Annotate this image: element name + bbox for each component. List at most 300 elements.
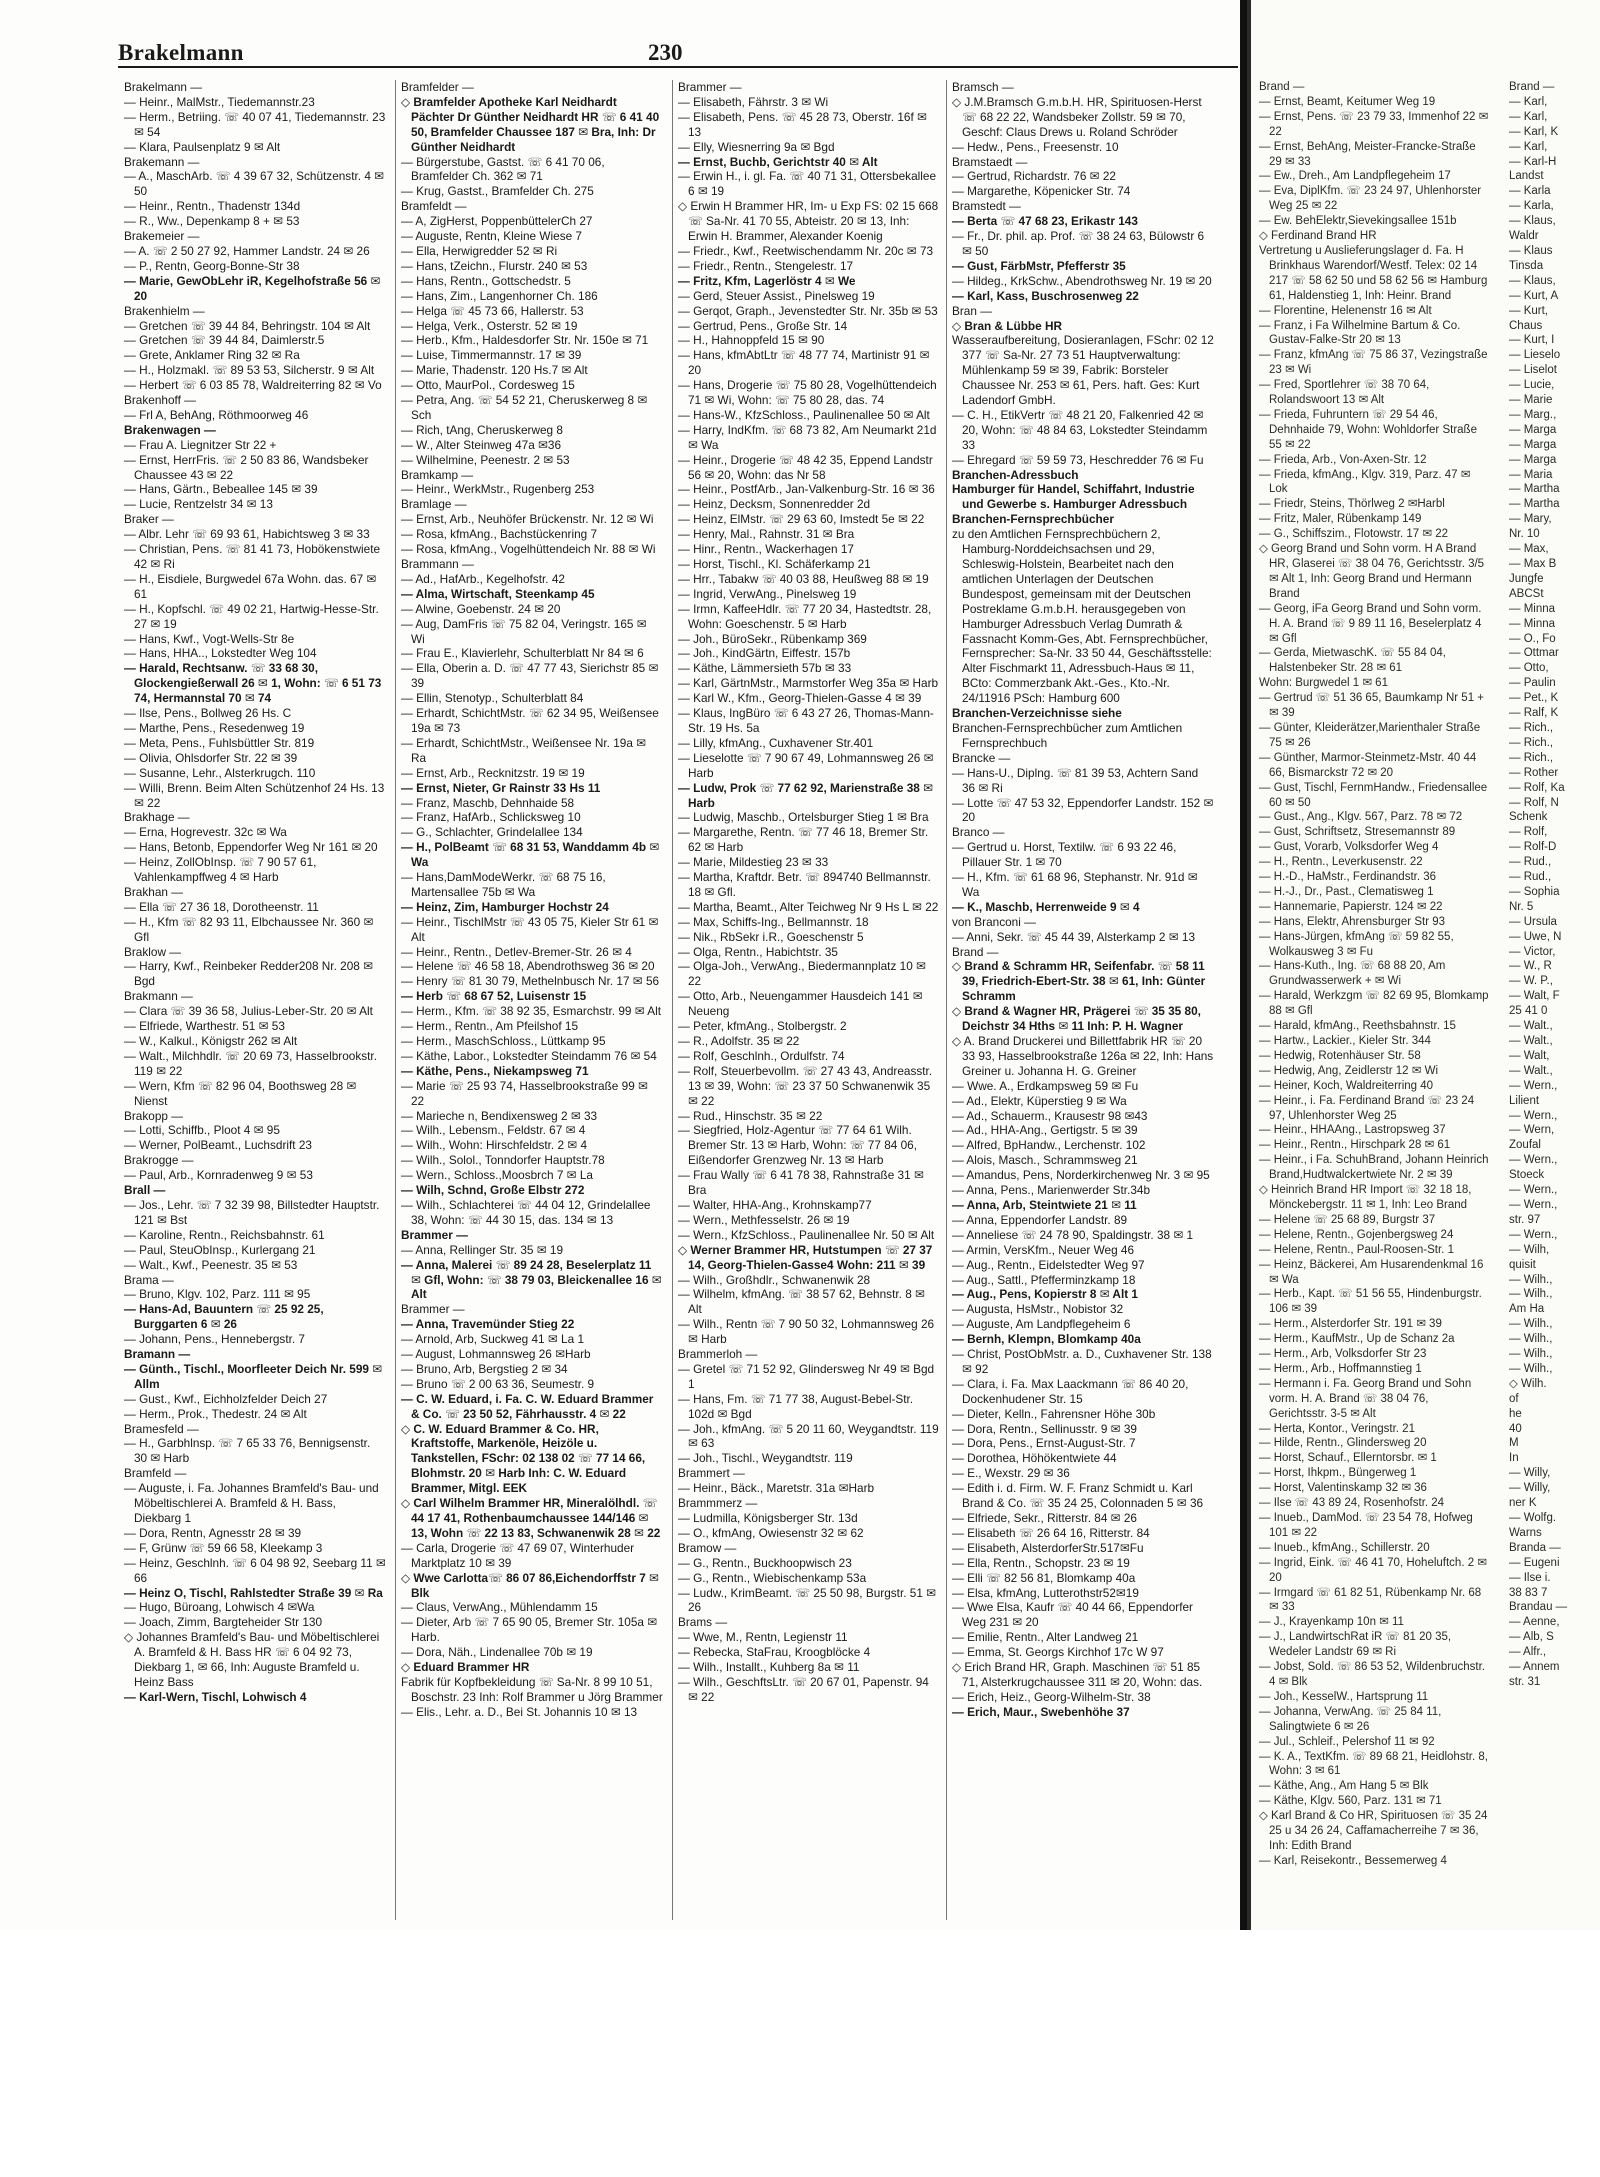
directory-entry: — Hans, kfmAbtLtr ☏ 48 77 74, Martinistr 91 ✉ 20 — [678, 348, 930, 378]
directory-entry: — G., Rentn., Wiebischenkamp 53a — [678, 1570, 867, 1585]
facing-entry: — Karl, K — [1509, 125, 1559, 138]
facing-entry: In — [1509, 1452, 1519, 1465]
facing-entry: — Fritz, Maler, Rübenkamp 149 — [1259, 513, 1422, 526]
directory-entry: — Hans, Betonb, Eppendorfer Weg Nr 161 ✉ 20 — [124, 840, 378, 855]
facing-entry: Tinsda — [1509, 259, 1544, 272]
directory-entry: — Olivia, Ohlsdorfer Str. 22 ✉ 39 — [124, 750, 298, 765]
directory-entry: — Gerqot, Graph., Jevenstedter Str. Nr. 35b ✉ 53 — [678, 303, 938, 318]
facing-entry: — Ilse i. — [1509, 1571, 1551, 1584]
directory-entry: — Friedr., Rentn., Stengelestr. 17 — [678, 258, 854, 273]
facing-entry: — Marga — [1509, 423, 1557, 436]
facing-entry: — Ottmar — [1509, 647, 1559, 660]
directory-entry: — Rolf, Steuerbevollm. ☏ 27 43 43, Andreasstr. 13 ✉ 39, Wohn: ☏ 23 37 50 Schwanenwik 35 ✉ 22 — [678, 1063, 933, 1108]
directory-entry: — K., Maschb, Herrenweide 9 ✉ 4 — [952, 899, 1140, 914]
directory-entry: — Heinr., Bäck., Maretstr. 31a ✉Harb — [678, 1481, 875, 1496]
directory-entry: — Alwine, Goebenstr. 24 ✉ 20 — [401, 601, 561, 616]
facing-entry: str. 97 — [1509, 1213, 1541, 1226]
directory-entry: — Walt., Milchhdlr. ☏ 20 69 73, Hasselbrookstr. 119 ✉ 22 — [124, 1048, 377, 1078]
directory-entry: Brammerloh — — [678, 1347, 758, 1362]
directory-entry: ◇ Brand & Wagner HR, Prägerei ☏ 35 35 80, Deichstr 34 Hths ✉ 11 Inh: P. H. Wagner — [952, 1004, 1201, 1034]
directory-entry: — Herm., Betriing. ☏ 40 07 41, Tiedemannstr. 23 ✉ 54 — [124, 109, 386, 139]
facing-entry: — Heinr., i. Fa. Ferdinand Brand ☏ 23 24 97, Uhlenhorster Weg 25 — [1259, 1094, 1475, 1122]
facing-entry: — Klaus, — [1509, 215, 1556, 228]
directory-entry: — Frau Wally ☏ 6 41 78 38, Rahnstraße 31 ✉ Bra — [678, 1168, 924, 1198]
facing-entry: — H.-D., HaMstr., Ferdinandstr. 36 — [1259, 871, 1437, 884]
facing-entry: — Marg., — [1509, 408, 1557, 421]
directory-entry: — Henry ☏ 81 30 79, Methelnbusch Nr. 17 ✉ 56 — [401, 974, 660, 989]
directory-entry: — Wilh., Installt., Kuhberg 8a ✉ 11 — [678, 1660, 860, 1675]
facing-entry: — Karla — [1509, 185, 1551, 198]
directory-entry: Braklow — — [124, 944, 182, 959]
directory-entry: — Ludw, Prok ☏ 77 62 92, Marienstraße 38 ✉ Harb — [678, 780, 933, 810]
directory-entry: zu den Amtlichen Fernsprechbüchern 2, Hamburg-Norddeichsachsen und 29, Schleswig-Holstein, Bearbeitet nach den amtlichen Unterlagen der Deutschen Bundespost, gemeinsam mit der Deutschen Postreklame G.m.b.H. herausgegeben von Hamburger Adressbuch Verlag Dumrath & Fassnacht Komm-Ges, Abt. Fernsprechbücher, Fernsprecher: Sa-Nr. 33 50 44, Geschäftsstelle: Alter Fischmarkt 11, Adressbuch-Haus ✉ 11, BCto: Commerzbank Akt.-Ges., Kto.-Nr. 24/11916 PSch: Hamburg 600 — [952, 527, 1212, 706]
facing-entry: — Martha — [1509, 483, 1560, 496]
facing-entry: — Wern., — [1509, 1154, 1558, 1167]
facing-entry: — Max B — [1509, 558, 1557, 570]
directory-entry: ◇ Bramfelder Apotheke Karl Neidhardt Pächter Dr Günther Neidhardt HR ☏ 6 41 40 50, Bramfelder Chaussee 187 ✉ Bra, Inh: Dr Günther Neidhardt — [401, 94, 660, 154]
facing-entry: — Herm., Alsterdorfer Str. 191 ✉ 39 — [1259, 1318, 1442, 1331]
directory-entry: — Peter, kfmAng., Stolbergstr. 2 — [678, 1019, 847, 1034]
facing-entry: — Günther, Marmor-Steinmetz-Mstr. 40 44 66, Bismarckstr 72 ✉ 20 — [1259, 751, 1477, 779]
facing-entry: ◇ Heinrich Brand HR Import ☏ 32 18 18, Mönckebergstr. 11 ✉ 1, Inh: Leo Brand — [1259, 1184, 1472, 1211]
directory-entry: — Herbert ☏ 6 03 85 78, Waldreiterring 82 ✉ Vo — [124, 378, 382, 393]
directory-entry: — Walter, HHA-Ang., Krohnskamp77 — [678, 1197, 872, 1212]
facing-entry: — Minna — [1509, 602, 1556, 615]
directory-entry: Bramlage — — [401, 497, 467, 512]
directory-entry: Branchen-Fernsprechbücher — [952, 512, 1114, 527]
directory-entry: — Nik., RbSekr i.R., Goeschenstr 5 — [678, 929, 864, 944]
directory-entry: — Claus, VerwAng., Mühlendamm 15 — [401, 1600, 598, 1615]
facing-entry: — Karl, — [1509, 95, 1548, 108]
facing-entry: — Gust, Schriftsetz, Stresemannstr 89 — [1259, 826, 1456, 839]
directory-entry: — Heinz O, Tischl, Rahlstedter Straße 39 ✉ Ra — [124, 1585, 383, 1600]
directory-entry: — H., Holzmakl. ☏ 89 53 53, Silcherstr. 9 ✉ Alt — [124, 363, 375, 378]
facing-entry: — Käthe, Klgv. 560, Parz. 131 ✉ 71 — [1259, 1795, 1442, 1808]
directory-entry: — Ad., Elektr, Küperstieg 9 ✉ Wa — [952, 1093, 1127, 1108]
facing-entry: ◇ Ferdinand Brand HR — [1259, 230, 1377, 243]
facing-entry: — Herb., Kapt. ☏ 51 56 55, Hindenburgstr. 106 ✉ 39 — [1259, 1288, 1482, 1316]
directory-entry: Brammert — — [678, 1466, 745, 1481]
directory-entry: Brakhan — — [124, 884, 184, 899]
directory-entry: Bramkamp — — [401, 467, 474, 482]
facing-entry: Schenk — [1509, 811, 1548, 824]
facing-entry: — Maria — [1509, 468, 1553, 481]
directory-entry: — Anna, Pens., Marienwerder Str.34b — [952, 1183, 1151, 1198]
directory-entry: ◇ Carl Wilhelm Brammer HR, Mineralölhdl. ☏ 44 17 41, Rothenbaumchaussee 144/146 ✉ 13, Wohn ☏ 22 13 83, Schwanenwik 28 ✉ 22 — [401, 1496, 661, 1540]
directory-entry: — Joh., BüroSekr., Rübenkamp 369 — [678, 631, 867, 646]
directory-entry: — Wern., Schloss.,Moosbrch 7 ✉ La — [401, 1168, 593, 1183]
facing-entry: — K. A., TextKfm. ☏ 89 68 21, Heidlohstr. 8, Wohn: 3 ✉ 61 — [1259, 1750, 1488, 1778]
directory-entry: Fabrik für Kopfbekleidung ☏ Sa-Nr. 8 99 10 51, Boschstr. 23 Inh: Rolf Brammer u Jörg Brammer — [401, 1674, 663, 1704]
directory-entry: — Carla, Drogerie ☏ 47 69 07, Winterhuder Marktplatz 10 ✉ 39 — [401, 1540, 635, 1570]
facing-entry: — Hilde, Rentn., Glindersweg 20 — [1259, 1437, 1427, 1450]
directory-entry: — Anna, Eppendorfer Landstr. 89 — [952, 1212, 1128, 1227]
directory-entry: — Emma, St. Georgs Kirchhof 17c W 97 — [952, 1645, 1164, 1660]
directory-entry: — Käthe, Pens., Niekampsweg 71 — [401, 1063, 589, 1078]
directory-entry: — Gretel ☏ 71 52 92, Glindersweg Nr 49 ✉ Bgd 1 — [678, 1361, 935, 1391]
directory-entry: Brakenhielm — — [124, 303, 205, 318]
facing-entry: — Heinz, Bäckerei, Am Husarendenkmal 16 ✉ Wa — [1259, 1258, 1484, 1286]
facing-entry: — Sophia — [1509, 885, 1560, 898]
directory-entry: — Armin, VersKfm., Neuer Weg 46 — [952, 1242, 1135, 1257]
facing-entry: — Karl, — [1509, 140, 1548, 153]
directory-entry: — Willi, Brenn. Beim Alten Schützenhof 24 Hs. 13 ✉ 22 — [124, 780, 385, 810]
facing-entry: — Walt., — [1509, 1064, 1553, 1077]
facing-column-b — [1509, 80, 1600, 1920]
column-1 — [124, 80, 386, 1920]
directory-entry: — Rosa, kfmAng., Bachstückenring 7 — [401, 527, 598, 542]
directory-entry: — Fr., Dr. phil. ap. Prof. ☏ 38 24 63, Bülowstr 6 ✉ 50 — [952, 229, 1205, 258]
directory-entry: — Jos., Lehr. ☏ 7 32 39 98, Billstedter Hauptstr. 121 ✉ Bst — [124, 1197, 380, 1227]
directory-entry: — Ad., HHA-Ang., Gertigstr. 5 ✉ 39 — [952, 1123, 1138, 1138]
directory-entry: — Karl, Kass, Buschrosenweg 22 — [952, 288, 1139, 303]
directory-entry: — Heinz, Geschlnh. ☏ 6 04 98 92, Seebarg 11 ✉ 66 — [124, 1555, 386, 1585]
directory-entry: — Ludmilla, Königsberger Str. 13d — [678, 1511, 858, 1525]
facing-entry: quisit — [1509, 1258, 1536, 1271]
directory-entry: — Olga-Joh., VerwAng., Biedermannplatz 10 ✉ 22 — [678, 959, 926, 989]
directory-entry: — Elisabeth, AlsterdorferStr.517✉Fu — [952, 1540, 1144, 1555]
directory-entry: — Marthe, Pens., Resedenweg 19 — [124, 720, 305, 735]
facing-entry: — H., Rentn., Leverkusenstr. 22 — [1259, 856, 1423, 869]
directory-entry: Bramstedt — — [952, 199, 1021, 214]
directory-entry: — R., Ww., Depenkamp 8 + ✉ 53 — [124, 214, 300, 229]
directory-entry: — Elisabeth, Fährstr. 3 ✉ Wi — [678, 94, 829, 109]
facing-entry: Branda — — [1509, 1541, 1561, 1554]
facing-entry: — Paulin — [1509, 677, 1556, 690]
directory-entry: — Horst, Tischl., Kl. Schäferkamp 21 — [678, 557, 871, 571]
directory-entry: — Erich, Heiz., Georg-Wilhelm-Str. 38 — [952, 1689, 1151, 1704]
facing-entry: ◇ Georg Brand und Sohn vorm. H A Brand HR, Glaserei ☏ 38 04 76, Gerichtsstr. 3/5 ✉ Alt 1, Inh: Georg Brand und Hermann Brand — [1259, 543, 1485, 600]
facing-entry: — Wilh., — [1509, 1333, 1553, 1346]
facing-entry: — Jul., Schleif., Pelershof 11 ✉ 92 — [1259, 1735, 1435, 1748]
directory-entry: — Ernst, Buchb, Gerichtstr 40 ✉ Alt — [678, 154, 878, 169]
directory-entry: ◇ A. Brand Druckerei und Billettfabrik HR ☏ 20 33 93, Hasselbrookstraße 126a ✉ 22, Inh: Hans Greiner u. Johanna H. G. Greiner — [952, 1034, 1214, 1078]
directory-entry: — Aug., Pens, Kopierstr 8 ✉ Alt 1 — [952, 1287, 1138, 1302]
facing-entry: — Karl, Reisekontr., Bessemerweg 4 — [1259, 1854, 1447, 1867]
column-divider — [395, 80, 396, 1920]
directory-entry: — Joh., Tischl., Weygandtstr. 119 — [678, 1451, 853, 1466]
directory-entry: — Ilse, Pens., Bollweg 26 Hs. C — [124, 706, 292, 721]
facing-entry: — Hermann i. Fa. Georg Brand und Sohn vorm. H. A. Brand ☏ 38 04 76, Gerichtsstr. 3-5 ✉ Alt — [1259, 1377, 1472, 1420]
directory-entry: — Wilh., Rentn ☏ 7 90 50 32, Lohmannsweg 26 ✉ Harb — [678, 1317, 935, 1347]
directory-entry: — Clara ☏ 39 36 58, Julius-Leber-Str. 20 ✉ Alt — [124, 1004, 373, 1019]
directory-entry: Branco — — [952, 825, 1005, 840]
directory-entry: — G., Rentn., Buckhoopwisch 23 — [678, 1555, 852, 1570]
directory-entry: Braker — — [124, 512, 174, 527]
directory-entry: — Alma, Wirtschaft, Steenkamp 45 — [401, 586, 595, 601]
directory-entry: — Margarethe, Köpenicker Str. 74 — [952, 184, 1131, 199]
directory-entry: — Dora, Rentn., Sellinusstr. 9 ✉ 39 — [952, 1421, 1137, 1436]
directory-entry: — Elly, Wiesnerring 9a ✉ Bgd — [678, 139, 835, 154]
facing-entry: — Helene, Rentn., Paul-Roosen-Str. 1 — [1259, 1243, 1454, 1256]
directory-entry: — Harald, Rechtsanw. ☏ 33 68 30, Glockengießerwall 26 ✉ 1, Wohn: ☏ 6 51 73 74, Hermannstal 70 ✉ 74 — [124, 661, 382, 706]
directory-entry: — Ella, Oberin a. D. ☏ 47 77 43, Sierichstr 85 ✉ 39 — [401, 661, 659, 691]
directory-entry: — Anna, Malerei ☏ 89 24 28, Beselerplatz 11 ✉ Gfl, Wohn: ☏ 38 79 03, Bleickenallee 16 ✉ Alt — [401, 1257, 662, 1302]
facing-entry: — Willy, — [1509, 1467, 1551, 1480]
facing-entry: Warns — [1509, 1526, 1542, 1539]
facing-entry: — Günter, Kleiderätzer,Marienthaler Straße 75 ✉ 26 — [1259, 721, 1481, 749]
directory-entry: — A. ☏ 2 50 27 92, Hammer Landstr. 24 ✉ 26 — [124, 243, 370, 258]
directory-entry: — Wilh., Wohn: Hirschfeldstr. 2 ✉ 4 — [401, 1138, 588, 1153]
directory-entry: — Hans,DamModeWerkr. ☏ 68 75 16, Martensallee 75b ✉ Wa — [401, 870, 606, 899]
facing-entry: — Alfr., — [1509, 1646, 1547, 1659]
directory-entry: — W., Kalkul., Königstr 262 ✉ Alt — [124, 1034, 298, 1048]
directory-entry: — Wilh., Schlachterei ☏ 44 04 12, Grindelallee 38, Wohn: ☏ 44 30 15, das. 134 ✉ 13 — [401, 1197, 651, 1227]
facing-entry: — Victor, — [1509, 945, 1556, 958]
directory-entry: — Elli ☏ 82 56 81, Blomkamp 40a — [952, 1570, 1136, 1585]
facing-entry: — Ew. BehElektr,Sievekingsallee 151b — [1259, 215, 1457, 228]
facing-entry: — Jobst, Sold. ☏ 86 53 52, Wildenbruchstr. 4 ✉ Blk — [1259, 1661, 1485, 1688]
directory-entry: — Aug., Rentn., Eidelstedter Weg 97 — [952, 1257, 1145, 1272]
directory-entry: — Gerd, Steuer Assist., Pinelsweg 19 — [678, 288, 875, 303]
directory-entry: — Grete, Anklamer Ring 32 ✉ Ra — [124, 348, 300, 363]
directory-entry: — Clara, i. Fa. Max Laackmann ☏ 86 40 20, Dockenhudener Str. 15 — [952, 1376, 1189, 1406]
facing-entry: — W., R — [1509, 960, 1552, 973]
directory-entry: — E., Wexstr. 29 ✉ 36 — [952, 1466, 1070, 1481]
facing-entry: — Herm., Arb, Volksdorfer Str 23 — [1259, 1348, 1427, 1361]
facing-entry: he — [1509, 1407, 1522, 1420]
facing-entry: — Annem — [1509, 1661, 1560, 1674]
directory-entry: — Rud., Hinschstr. 35 ✉ 22 — [678, 1108, 823, 1123]
directory-entry: — Hans-U., Diplng. ☏ 81 39 53, Achtern Sand 36 ✉ Ri — [952, 765, 1199, 795]
directory-entry: — Paul, Arb., Kornradenweg 9 ✉ 53 — [124, 1168, 313, 1183]
directory-entry: — Siegfried, Holz-Agentur ☏ 77 64 61 Wilh. Bremer Str. 13 ✉ Harb, Wohn: ☏ 77 84 06, Eißendorfer Grenzweg Nr. 13 ✉ Harb — [678, 1123, 918, 1168]
directory-entry: — Wilh, Schnd, Große Elbstr 272 — [401, 1183, 585, 1198]
directory-entry: — Dieter, Arb ☏ 7 65 90 05, Bremer Str. 105a ✉ Harb. — [401, 1615, 658, 1645]
directory-entry: Bramfeldt — — [401, 199, 467, 214]
facing-entry: — Horst, Ihkpm., Büngerweg 1 — [1259, 1467, 1417, 1480]
directory-entry: — Ernst, Arb., Recknitzstr. 19 ✉ 19 — [401, 765, 585, 780]
directory-entry: — Rich, tAng, Cheruskerweg 8 — [401, 422, 563, 437]
directory-entry: — Otto, Arb., Neuengammer Hausdeich 141 ✉ Neueng — [678, 989, 923, 1019]
directory-entry: — Frau A. Liegnitzer Str 22 + — [124, 437, 277, 452]
directory-entry: — Ella, Rentn., Schopstr. 23 ✉ 19 — [952, 1555, 1130, 1570]
directory-entry: — Elfriede, Warthestr. 51 ✉ 53 — [124, 1019, 285, 1034]
directory-entry: — A., MaschArb. ☏ 4 39 67 32, Schützenstr. 4 ✉ 50 — [124, 169, 385, 199]
facing-entry: — Florentine, Helenenstr 16 ✉ Alt — [1259, 304, 1432, 317]
directory-entry: — Henry, Mal., Rahnstr. 31 ✉ Bra — [678, 527, 855, 542]
facing-entry: 38 83 7 — [1509, 1586, 1548, 1599]
facing-entry: — Joh., KesselW., Hartsprung 11 — [1259, 1690, 1429, 1703]
directory-entry: — Dora, Näh., Lindenallee 70b ✉ 19 — [401, 1645, 593, 1660]
directory-entry: Bran — — [952, 303, 992, 318]
directory-entry: — Gretchen ☏ 39 44 84, Behringstr. 104 ✉ Alt — [124, 318, 371, 333]
directory-entry: — Ellin, Stenotyp., Schulterblatt 84 — [401, 691, 584, 706]
directory-entry: — Ad., HafArb., Kegelhofstr. 42 — [401, 571, 565, 586]
directory-entry: — Herm., Rentn., Am Pfeilshof 15 — [401, 1019, 579, 1034]
facing-entry: — Frieda, kfmAng., Klgv. 319, Parz. 47 ✉ Lok — [1259, 468, 1471, 496]
directory-entry: Brakemeier — — [124, 229, 200, 244]
directory-entry: — Paul, SteuObInsp., Kurlergang 21 — [124, 1242, 316, 1257]
facing-entry: Jungfe — [1509, 572, 1544, 585]
directory-entry: — Anna, Arb, Steintwiete 21 ✉ 11 — [952, 1197, 1137, 1212]
directory-entry: ◇ Bran & Lübbe HR — [952, 318, 1063, 333]
facing-entry: ◇ Karl Brand & Co HR, Spirituosen ☏ 35 24 25 u 34 26 24, Caffamacherreihe 7 ✉ 36, Inh: Edith Brand — [1259, 1810, 1488, 1852]
facing-entry: — Franz, i Fa Wilhelmine Bartum & Co. Gustav-Falke-Str 20 ✉ 13 — [1259, 319, 1461, 347]
directory-entry: — H., Hahnoppfeld 15 ✉ 90 — [678, 333, 825, 348]
directory-entry: Bramfeld — — [124, 1466, 187, 1481]
directory-entry: — Dora, Rentn, Agnesstr 28 ✉ 39 — [124, 1525, 302, 1540]
facing-entry: — Wern., — [1509, 1079, 1558, 1092]
directory-entry: — Marie, GewObLehr iR, Kegelhofstraße 56 ✉ 20 — [124, 273, 381, 303]
directory-entry: — Christian, Pens. ☏ 81 41 73, Hobökenstwiete 42 ✉ Ri — [124, 542, 381, 571]
directory-entry: — Wilhelm, kfmAng. ☏ 38 57 62, Behnstr. 8 ✉ Alt — [678, 1287, 925, 1317]
facing-entry: — Kurt, I — [1509, 334, 1555, 347]
column-2 — [401, 80, 663, 1920]
directory-entry: — W., Alter Steinweg 47a ✉36 — [401, 437, 562, 452]
facing-entry: — Gerda, MietwaschK. ☏ 55 84 04, Halstenbeker Str. 28 ✉ 61 — [1259, 647, 1446, 675]
directory-entry: — Günth., Tischl., Moorfleeter Deich Nr. 599 ✉ Allm — [124, 1361, 383, 1391]
directory-entry: — Olga, Rentn., Habichtstr. 35 — [678, 944, 838, 959]
directory-entry: — Krug, Gastst., Bramfelder Ch. 275 — [401, 184, 594, 199]
facing-entry: — Wilh., — [1509, 1318, 1553, 1331]
facing-entry: — Fred, Sportlehrer ☏ 38 70 64, Rolandswoort 13 ✉ Alt — [1259, 379, 1430, 407]
facing-entry: — Rolf, N — [1509, 796, 1559, 809]
directory-entry: — Walt., Kwf., Peenestr. 35 ✉ 53 — [124, 1257, 298, 1272]
directory-entry: — Gertrud, Pens., Große Str. 14 — [678, 318, 848, 333]
facing-entry: Stoeck — [1509, 1169, 1545, 1182]
facing-entry: Wohn: Burgwedel 1 ✉ 61 — [1259, 677, 1388, 690]
facing-column-a-list — [1259, 95, 1489, 1869]
facing-entry: Landst — [1509, 170, 1544, 183]
directory-entry: Brakmann — — [124, 989, 193, 1004]
directory-entry: — Gust., Kwf., Eichholzfelder Deich 27 — [124, 1391, 328, 1406]
facing-entry: — Friedr, Steins, Thörlweg 2 ✉Harbl — [1259, 498, 1445, 511]
directory-entry: Brakhage — — [124, 810, 190, 825]
directory-entry: — Auguste, Rentn, Kleine Wiese 7 — [401, 229, 582, 244]
directory-entry: — Hans, tZeichn., Flurstr. 240 ✉ 53 — [401, 258, 588, 273]
facing-entry: — Pet., K — [1509, 692, 1559, 705]
facing-entry: — Liselot — [1509, 364, 1557, 377]
directory-entry: — Wwe. A., Erdkampsweg 59 ✉ Fu — [952, 1078, 1139, 1093]
facing-column-b-list — [1509, 95, 1600, 1690]
facing-entry: — Wern., — [1509, 1109, 1558, 1122]
directory-entry: Brammann — — [401, 557, 474, 571]
facing-entry: — Wern, — [1509, 1124, 1555, 1137]
facing-entry: — Wilh., — [1509, 1273, 1553, 1286]
directory-entry: — Anna, Travemünder Stieg 22 — [401, 1317, 575, 1332]
column-4 — [952, 80, 1214, 1920]
facing-entry: — Helene ☏ 25 68 89, Burgstr 37 — [1259, 1213, 1436, 1226]
directory-entry: — Hans-Ad, Bauuntern ☏ 25 92 25, Burggarten 6 ✉ 26 — [124, 1302, 324, 1332]
directory-entry: — Herm., Kfm. ☏ 38 92 35, Esmarchstr. 99 ✉ Alt — [401, 1004, 662, 1019]
directory-entry: ◇ J.M.Bramsch G.m.b.H. HR, Spirituosen-Herst ☏ 68 22 22, Wandsbeker Zollstr. 59 ✉ 70, Geschf: Claus Drews u. Roland Schröder — [952, 94, 1202, 139]
facing-entry: — Horst, Valentinskamp 32 ✉ 36 — [1259, 1482, 1427, 1495]
facing-entry: — Rolf, Ka — [1509, 781, 1565, 794]
page-header — [118, 38, 1238, 68]
directory-entry: — Ehregard ☏ 59 59 73, Heschredder 76 ✉ Fu — [952, 452, 1204, 467]
directory-entry: — Wern., KfzSchloss., Paulinenallee Nr. 50 ✉ Alt — [678, 1227, 935, 1242]
directory-entry: — Max, Schiffs-Ing., Bellmannstr. 18 — [678, 914, 869, 929]
directory-entry: — Alfred, BpHandw., Lerchenstr. 102 — [952, 1138, 1146, 1153]
facing-entry: Lilient — [1509, 1094, 1540, 1107]
directory-entry: Brakelmann — — [124, 80, 203, 94]
facing-entry: — Klaus — [1509, 244, 1553, 257]
directory-entry: Brammer — — [401, 1302, 465, 1317]
running-head: Brakelmann — [118, 40, 244, 65]
facing-entry: — Ew., Dreh., Am Landpflegeheim 17 — [1259, 170, 1451, 183]
directory-entry: Brammer — — [401, 1227, 468, 1242]
facing-entry: — Käthe, Ang., Am Hang 5 ✉ Blk — [1259, 1780, 1429, 1793]
facing-entry: — Horst, Schauf., Ellerntorsbr. ✉ 1 — [1259, 1452, 1437, 1465]
directory-entry: Brama — — [124, 1272, 174, 1287]
facing-entry: — Marga — [1509, 453, 1557, 466]
directory-entry: — Hedw., Pens., Freesenstr. 10 — [952, 139, 1119, 154]
directory-entry: — Fritz, Kfm, Lagerlöstr 4 ✉ We — [678, 273, 856, 288]
directory-entry: — Bernh, Klempn, Blomkamp 40a — [952, 1332, 1141, 1347]
directory-entry: Brancke — — [952, 750, 1011, 765]
facing-entry: — Rolf, — [1509, 826, 1548, 839]
directory-entry: — Elisabeth, Pens. ☏ 45 28 73, Oberstr. 16f ✉ 13 — [678, 109, 927, 139]
directory-entry: Brakemann — — [124, 154, 200, 169]
directory-entry: — Hugo, Büroang, Lohwisch 4 ✉Wa — [124, 1600, 315, 1615]
directory-entry: Bramesfeld — — [124, 1421, 199, 1436]
directory-entry: — Bruno ☏ 2 00 63 36, Seumestr. 9 — [401, 1376, 595, 1391]
facing-column-a — [1259, 80, 1489, 1920]
directory-entry: — Ella ☏ 27 36 18, Dorotheenstr. 11 — [124, 899, 319, 914]
directory-entry: — Frl A, BehAng, Röthmoorweg 46 — [124, 407, 309, 422]
directory-entry: Brall — — [124, 1183, 166, 1198]
facing-entry: — Walt, F — [1509, 990, 1560, 1003]
facing-entry: Chaus — [1509, 319, 1543, 332]
facing-entry: — Heinr., HHAAng., Lastropsweg 37 — [1259, 1124, 1446, 1137]
facing-entry: — Wolfg. — [1509, 1512, 1557, 1524]
directory-entry: ◇ Erich Brand HR, Graph. Maschinen ☏ 51 85 71, Alsterkrugchaussee 311 ✉ 20, Wohn: das. — [952, 1660, 1203, 1689]
facing-entry: Vertretung u Auslieferungslager d. Fa. H Brinkhaus Warendorf/Westf. Telex: 02 14 217 ☏ 58 62 50 und 58 62 56 ✉ Hamburg 61, Haldenstieg 1, Inh: Heinr. Brand — [1259, 244, 1488, 302]
directory-entry: — Elfriede, Sekr., Ritterstr. 84 ✉ 26 — [952, 1511, 1137, 1525]
facing-entry: — Wern., — [1509, 1198, 1558, 1211]
facing-entry: — Karl, — [1509, 110, 1548, 123]
directory-entry: — Marie ☏ 25 93 74, Hasselbrookstraße 99 ✉ 22 — [401, 1078, 648, 1108]
facing-entry: Waldr — [1509, 230, 1539, 243]
directory-entry: — Käthe, Labor., Lokstedter Steindamm 76 ✉ 54 — [401, 1048, 657, 1063]
facing-entry: Brandau — — [1509, 1601, 1568, 1614]
facing-entry: — Lieselo — [1509, 349, 1561, 362]
facing-entry: — Rich., — [1509, 721, 1554, 734]
facing-entry: — Herm., KaufMstr., Up de Schanz 2a — [1259, 1333, 1455, 1346]
directory-entry: Brakenwagen — — [124, 422, 216, 437]
facing-entry: — Franz, kfmAng ☏ 75 86 37, Vezingstraße 23 ✉ Wi — [1259, 349, 1488, 377]
facing-entry: — Harald, kfmAng., Reethsbahnstr. 15 — [1259, 1020, 1456, 1033]
directory-entry: — Elisabeth ☏ 26 64 16, Ritterstr. 84 — [952, 1525, 1150, 1540]
facing-entry: — Rother — [1509, 766, 1559, 779]
directory-entry: — Hans, HHA.., Lokstedter Weg 104 — [124, 646, 317, 661]
facing-entry: — Marie — [1509, 394, 1553, 407]
facing-entry: — Rud., — [1509, 856, 1552, 869]
facing-entry: — Wilh., — [1509, 1288, 1553, 1301]
facing-entry: — Herta, Kontor., Veringstr. 21 — [1259, 1422, 1415, 1435]
facing-entry: — Hannemarie, Papierstr. 124 ✉ 22 — [1259, 900, 1443, 913]
directory-entry: — Lilly, kfmAng., Cuxhavener Str.401 — [678, 735, 874, 750]
facing-entry: — Frieda, Arb., Von-Axen-Str. 12 — [1259, 453, 1427, 466]
facing-entry: — Wilh., — [1509, 1362, 1553, 1375]
directory-entry: — Lotte ☏ 47 53 32, Eppendorfer Landstr. 152 ✉ 20 — [952, 795, 1214, 825]
facing-entry: — Lucie, — [1509, 379, 1555, 392]
directory-entry: — Bruno, Klgv. 102, Parz. 111 ✉ 95 — [124, 1287, 311, 1302]
directory-entry: ◇ C. W. Eduard Brammer & Co. HR, Kraftstoffe, Markenöle, Heizöle u. Tankstellen, FSchr: 02 138 02 ☏ 77 14 66, Blohmstr. 20 ✉ Harb Inh: C. W. Eduard Brammer, Mitgl. EEK — [401, 1421, 646, 1496]
directory-entry: — Helene ☏ 46 58 18, Abendrothsweg 36 ✉ 20 — [401, 959, 655, 974]
directory-entry: Bramsch — — [952, 80, 1014, 94]
directory-entry: — Bürgerstube, Gastst. ☏ 6 41 70 06, Bramfelder Ch. 362 ✉ 71 — [401, 154, 605, 184]
directory-entry: — Albr. Lehr ☏ 69 93 61, Habichtsweg 3 ✉ 33 — [124, 527, 370, 542]
directory-entry: — H., Kopfschl. ☏ 49 02 21, Hartwig-Hesse-Str. 27 ✉ 19 — [124, 601, 379, 631]
directory-entry: — Dora, Pens., Ernst-August-Str. 7 — [952, 1436, 1136, 1451]
facing-entry: — Eugeni — [1509, 1556, 1560, 1569]
directory-entry: — Heinz, ZollObInsp. ☏ 7 90 57 61, Vahlenkampffweg 4 ✉ Harb — [124, 855, 317, 885]
directory-entry: — Wilh., Solol., Tonndorfer Hauptstr.78 — [401, 1153, 605, 1168]
facing-page — [1247, 0, 1600, 1930]
directory-entry: — Marie, Thadenstr. 120 Hs.7 ✉ Alt — [401, 363, 588, 378]
